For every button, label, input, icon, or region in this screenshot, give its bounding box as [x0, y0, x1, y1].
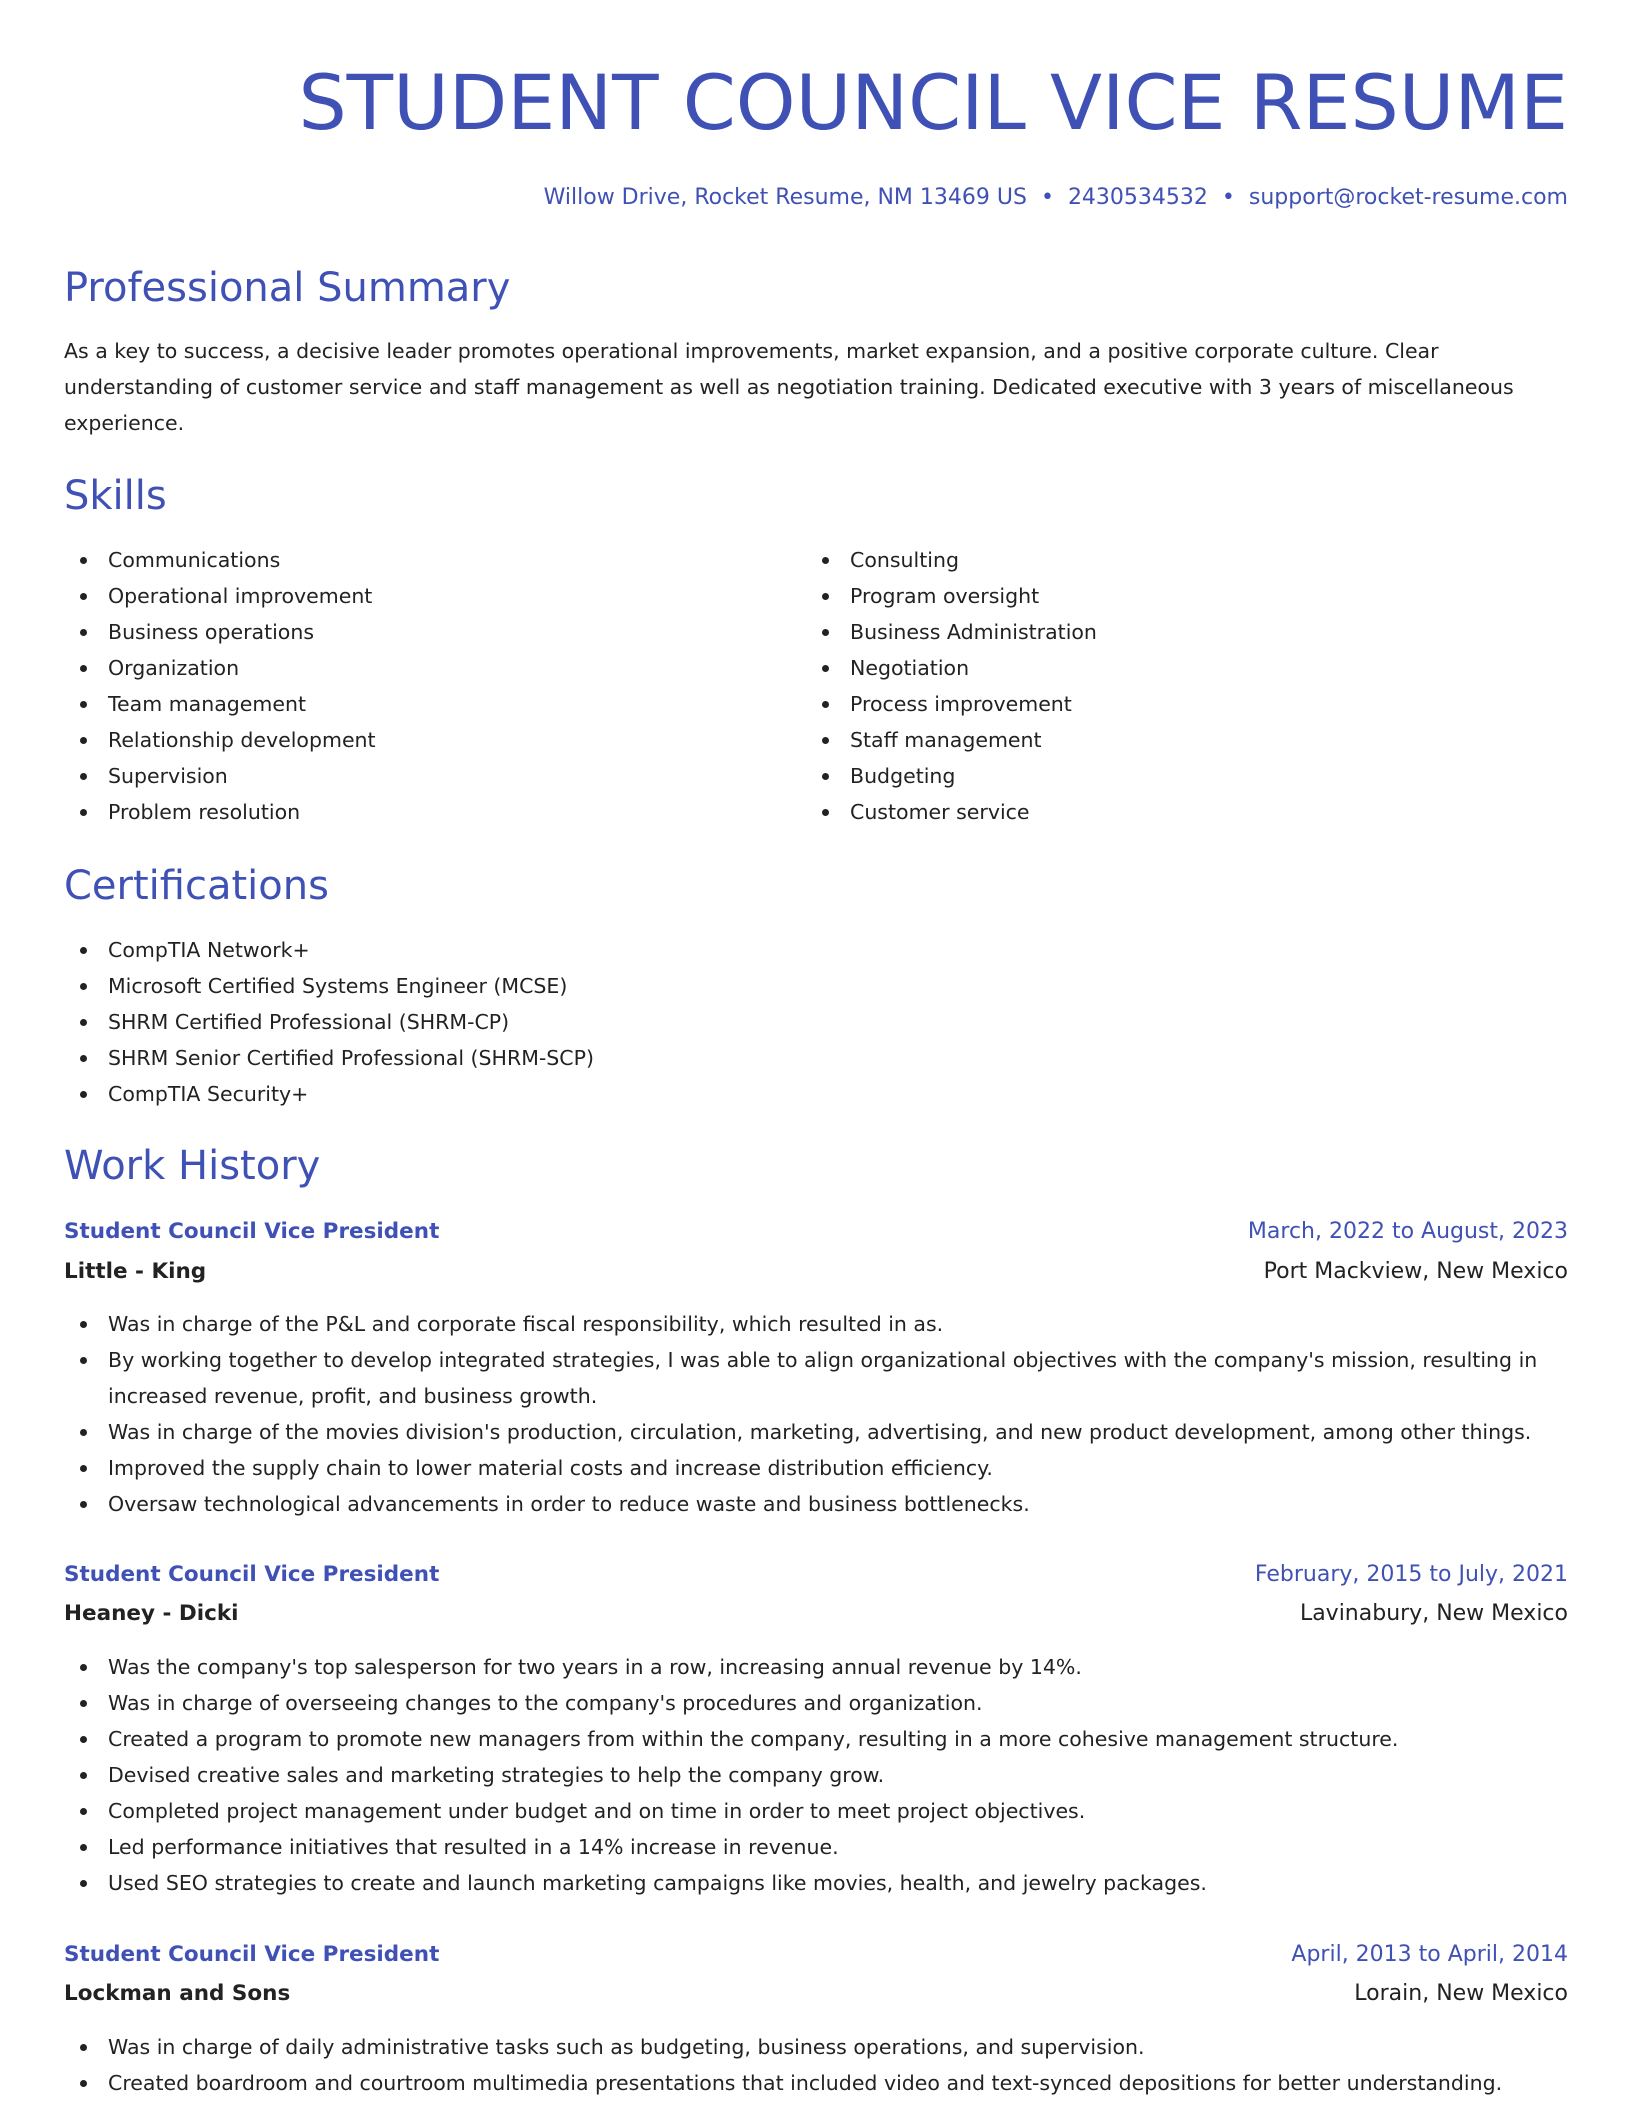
bullet-dot	[80, 1808, 87, 1815]
skill-item: Budgeting	[806, 758, 1506, 794]
summary-text: As a key to success, a decisive leader promotes operational improvements, market expansion, and a positive corporate culture. Clear understanding of customer service and staff management as well as negotiation training. Dedicated executive with 3 years of miscellaneous experience.	[64, 339, 1514, 435]
bullet-dot	[80, 1736, 87, 1743]
bullet-dot	[80, 665, 87, 672]
job-subheader	[64, 1252, 1568, 1292]
bullet-dot	[80, 629, 87, 636]
skill-item: Negotiation	[806, 650, 1506, 686]
job-bullet: Was in charge of daily administrative tasks such as budgeting, business operations, and supervision.	[64, 2029, 1568, 2065]
job-subheader	[64, 1594, 1568, 1634]
bullet-dot	[80, 2044, 87, 2051]
job-bullet: Devised creative sales and marketing strategies to help the company grow.	[64, 1757, 1568, 1793]
bullet-dot	[80, 809, 87, 816]
contact-address: Willow Drive, Rocket Resume, NM 13469 US	[543, 185, 1027, 210]
certification-item: CompTIA Network+	[64, 932, 1568, 968]
skill-item: Process improvement	[806, 686, 1506, 722]
bullet-dot	[822, 701, 829, 708]
job-header	[64, 1212, 1568, 1252]
certifications-heading: Certifications	[64, 863, 329, 909]
job-bullets	[64, 1649, 1568, 1901]
certification-item: SHRM Certified Professional (SHRM-CP)	[64, 1004, 1568, 1040]
bullet-dot	[80, 1664, 87, 1671]
skill-item: Communications	[64, 542, 764, 578]
job-bullet: Was in charge of the movies division's production, circulation, marketing, advertising, and new product development, among other things.	[64, 1414, 1568, 1450]
job-bullet: Created a program to promote new managers from within the company, resulting in a more cohesive management structure.	[64, 1721, 1568, 1757]
skill-item: Consulting	[806, 542, 1506, 578]
bullet-dot	[80, 2080, 87, 2087]
skill-item: Relationship development	[64, 722, 764, 758]
bullet-dot	[80, 1772, 87, 1779]
bullet-dot	[80, 1091, 87, 1098]
skills-list-left	[64, 542, 764, 830]
certification-item: Microsoft Certified Systems Engineer (MCSE)	[64, 968, 1568, 1004]
skill-item: Supervision	[64, 758, 764, 794]
job-bullet: Improved the supply chain to lower material costs and increase distribution efficiency.	[64, 1450, 1568, 1486]
bullet-dot	[80, 1465, 87, 1472]
resume-title: STUDENT COUNCIL VICE RESUME	[298, 58, 1568, 147]
bullet-dot	[80, 983, 87, 990]
job-dates: February, 2015 to July, 2021	[1254, 1562, 1568, 1587]
bullet-dot	[80, 1019, 87, 1026]
job-company: Little - King	[64, 1259, 207, 1284]
job-dates: March, 2022 to August, 2023	[1247, 1219, 1568, 1244]
skill-item: Operational improvement	[64, 578, 764, 614]
job-location: Port Mackview, New Mexico	[1263, 1259, 1568, 1284]
skill-item: Customer service	[806, 794, 1506, 830]
bullet-dot	[822, 629, 829, 636]
bullet-dot	[822, 665, 829, 672]
bullet-dot	[80, 1429, 87, 1436]
bullet-dot	[80, 1055, 87, 1062]
bullet-dot	[80, 1880, 87, 1887]
job-title: Student Council Vice President	[64, 1562, 440, 1587]
bullet-dot	[80, 701, 87, 708]
job-bullet: By working together to develop integrated strategies, I was able to align organizational objectives with the company's mission, resulting in increased revenue, profit, and business growth.	[64, 1342, 1568, 1414]
bullet-dot	[822, 593, 829, 600]
job-company: Lockman and Sons	[64, 1981, 291, 2006]
skill-item: Team management	[64, 686, 764, 722]
contact-line	[544, 180, 1568, 216]
bullet-dot	[80, 737, 87, 744]
contact-separator: •	[1040, 185, 1054, 210]
bullet-dot	[80, 593, 87, 600]
skill-item: Problem resolution	[64, 794, 764, 830]
certification-item: CompTIA Security+	[64, 1076, 1568, 1112]
bullet-dot	[80, 1844, 87, 1851]
contact-phone: 2430534532	[1067, 185, 1208, 210]
bullet-dot	[80, 1700, 87, 1707]
summary-heading: Professional Summary	[64, 265, 511, 311]
job-bullet: Used SEO strategies to create and launch marketing campaigns like movies, health, and jewelry packages.	[64, 1865, 1568, 1901]
job-bullets	[64, 2029, 1568, 2101]
skill-item: Program oversight	[806, 578, 1506, 614]
job-bullet: Created boardroom and courtroom multimedia presentations that included video and text-synced depositions for better understanding.	[64, 2065, 1568, 2101]
bullet-dot	[80, 1501, 87, 1508]
job-header	[64, 1935, 1568, 1975]
skill-item: Organization	[64, 650, 764, 686]
job-bullet: Was in charge of the P&L and corporate fiscal responsibility, which resulted in as.	[64, 1306, 1568, 1342]
job-dates: April, 2013 to April, 2014	[1291, 1942, 1568, 1967]
work-history-heading: Work History	[64, 1143, 321, 1189]
job-title: Student Council Vice President	[64, 1219, 440, 1244]
skills-heading: Skills	[64, 473, 167, 519]
bullet-dot	[80, 1321, 87, 1328]
job-subheader	[64, 1974, 1568, 2014]
bullet-dot	[822, 737, 829, 744]
job-location: Lorain, New Mexico	[1354, 1981, 1568, 2006]
bullet-dot	[822, 557, 829, 564]
bullet-dot	[822, 809, 829, 816]
certifications-list	[64, 932, 1568, 1112]
skills-list-right	[806, 542, 1506, 830]
contact-email: support@rocket-resume.com	[1248, 185, 1568, 210]
skill-item: Staff management	[806, 722, 1506, 758]
bullet-dot	[80, 1357, 87, 1364]
job-company: Heaney - Dicki	[64, 1601, 239, 1626]
resume-page	[64, 0, 1568, 2112]
job-bullet: Completed project management under budget and on time in order to meet project objectives.	[64, 1793, 1568, 1829]
skill-item: Business Administration	[806, 614, 1506, 650]
job-bullet: Oversaw technological advancements in order to reduce waste and business bottlenecks.	[64, 1486, 1568, 1522]
bullet-dot	[80, 947, 87, 954]
bullet-dot	[80, 557, 87, 564]
skill-item: Business operations	[64, 614, 764, 650]
job-bullet: Was the company's top salesperson for two years in a row, increasing annual revenue by 14%.	[64, 1649, 1568, 1685]
job-title: Student Council Vice President	[64, 1942, 440, 1967]
job-location: Lavinabury, New Mexico	[1299, 1601, 1568, 1626]
job-bullet: Led performance initiatives that resulted in a 14% increase in revenue.	[64, 1829, 1568, 1865]
job-bullet: Was in charge of overseeing changes to the company's procedures and organization.	[64, 1685, 1568, 1721]
contact-separator: •	[1221, 185, 1235, 210]
certification-item: SHRM Senior Certified Professional (SHRM-SCP)	[64, 1040, 1568, 1076]
job-header	[64, 1555, 1568, 1595]
bullet-dot	[822, 773, 829, 780]
job-bullets	[64, 1306, 1568, 1522]
bullet-dot	[80, 773, 87, 780]
